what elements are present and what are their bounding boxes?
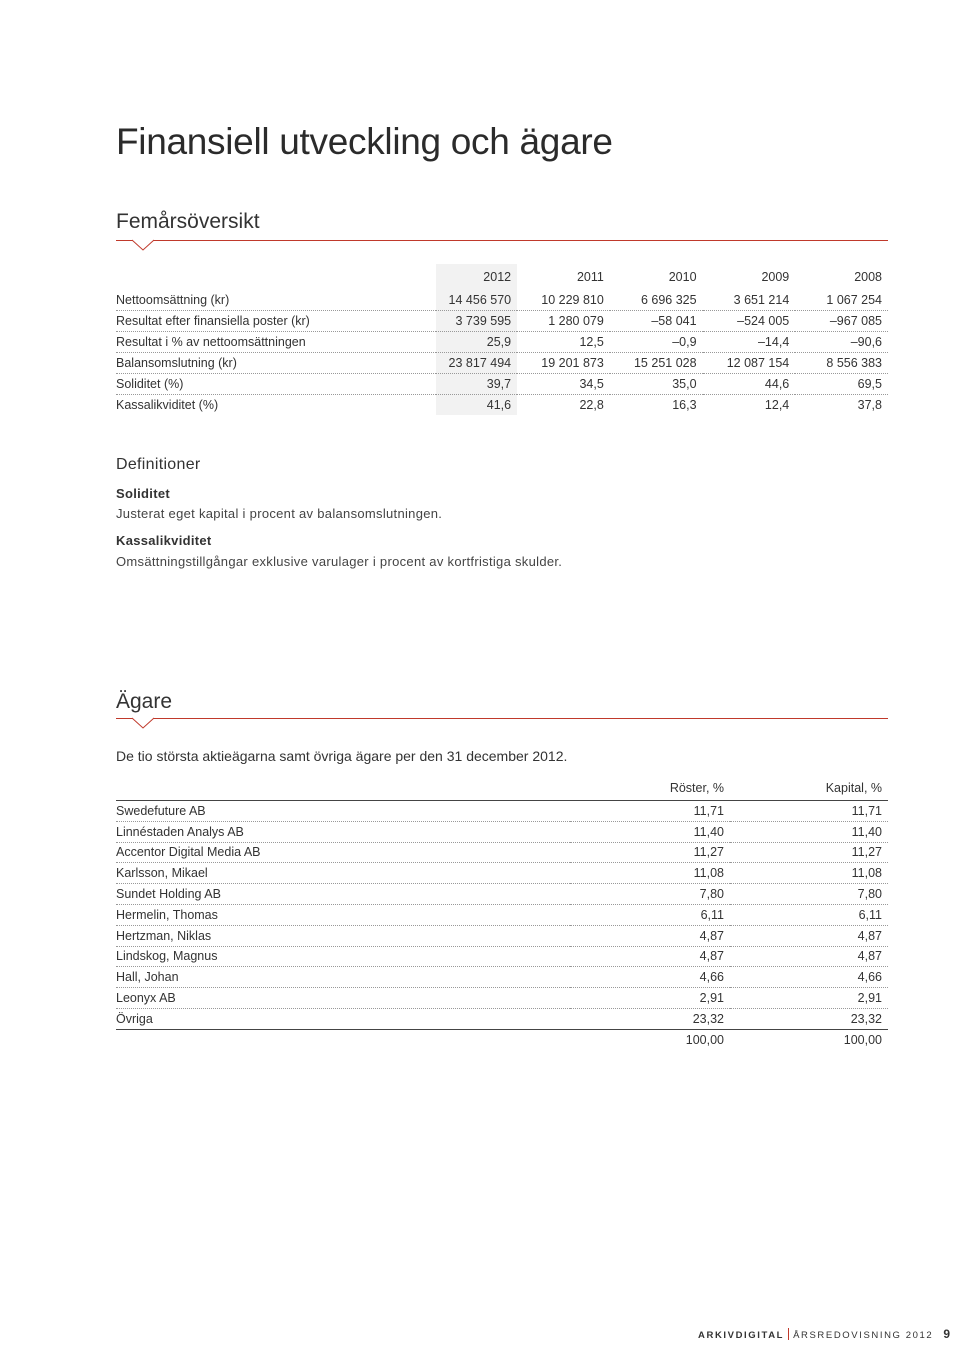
owner-name: Accentor Digital Media AB xyxy=(116,842,570,863)
five-year-table xyxy=(116,264,888,415)
page-number: 9 xyxy=(943,1327,950,1341)
owner-name: Hermelin, Thomas xyxy=(116,904,570,925)
votes-value: 11,08 xyxy=(570,863,730,884)
table-row xyxy=(116,967,888,988)
table-row xyxy=(116,925,888,946)
cell-value: 16,3 xyxy=(672,398,697,412)
cell-value: –524 005 xyxy=(703,311,796,332)
votes-header: Röster, % xyxy=(570,776,730,801)
capital-value: 7,80 xyxy=(730,884,888,905)
owners-table xyxy=(116,776,888,1050)
owner-name: Leonyx AB xyxy=(116,988,570,1009)
cell-value: 34,5 xyxy=(517,374,610,395)
table-row xyxy=(116,884,888,905)
divider-notch-icon xyxy=(132,718,154,730)
capital-value: 11,71 xyxy=(730,801,888,822)
row-label: Nettoomsättning (kr) xyxy=(116,290,436,311)
footer-report: ÅRSREDOVISNING 2012 xyxy=(793,1330,934,1341)
capital-value: 4,66 xyxy=(730,967,888,988)
cell-value: 35,0 xyxy=(610,374,703,395)
table-row xyxy=(116,311,888,332)
row-label: Kassalikviditet (%) xyxy=(116,398,219,412)
definition-text: Justerat eget kapital i procent av balansomslutningen. xyxy=(116,506,443,521)
footer-divider xyxy=(788,1328,789,1340)
owners-intro: De tio största aktieägarna samt övriga ägare per den 31 december 2012. xyxy=(116,748,568,764)
owner-name: Hall, Johan xyxy=(116,967,570,988)
row-label: Resultat i % av nettoomsättningen xyxy=(116,332,436,353)
cell-value: 69,5 xyxy=(795,374,888,395)
year-header: 2008 xyxy=(854,270,882,284)
cell-value: 41,6 xyxy=(436,395,517,416)
cell-value: –967 085 xyxy=(795,311,888,332)
owner-name: Hertzman, Niklas xyxy=(116,925,570,946)
section-divider xyxy=(116,240,888,241)
votes-value: 4,66 xyxy=(570,967,730,988)
owner-name: Övriga xyxy=(116,1008,570,1029)
cell-value: 39,7 xyxy=(436,374,517,395)
definition-term: Soliditet xyxy=(116,486,170,501)
cell-value: 37,8 xyxy=(857,398,882,412)
table-row xyxy=(116,332,888,353)
cell-value: 12,5 xyxy=(517,332,610,353)
page-title: Finansiell utveckling och ägare xyxy=(116,120,613,162)
section-divider xyxy=(116,718,888,719)
votes-value: 4,87 xyxy=(570,925,730,946)
capital-value: 6,11 xyxy=(730,904,888,925)
table-row xyxy=(116,801,888,822)
table-row xyxy=(116,395,888,416)
cell-value: 22,8 xyxy=(579,398,604,412)
cell-value: –90,6 xyxy=(795,332,888,353)
cell-value: 25,9 xyxy=(436,332,517,353)
cell-value: 12,4 xyxy=(764,398,790,412)
owners-heading: Ägare xyxy=(116,690,173,713)
capital-value: 11,27 xyxy=(730,842,888,863)
owner-name: Swedefuture AB xyxy=(116,801,570,822)
table-row xyxy=(116,374,888,395)
votes-value: 6,11 xyxy=(570,904,730,925)
votes-total: 100,00 xyxy=(685,1032,724,1047)
votes-value: 23,32 xyxy=(570,1008,730,1029)
total-row xyxy=(116,1029,888,1049)
owner-name: Karlsson, Mikael xyxy=(116,863,570,884)
capital-value: 11,08 xyxy=(730,863,888,884)
votes-value: 7,80 xyxy=(570,884,730,905)
five-year-heading: Femårsöversikt xyxy=(116,210,260,233)
capital-value: 23,32 xyxy=(730,1008,888,1029)
cell-value: 1 280 079 xyxy=(517,311,610,332)
year-header: 2012 xyxy=(436,264,517,290)
votes-value: 11,71 xyxy=(570,801,730,822)
table-row xyxy=(116,988,888,1009)
cell-value: 12 087 154 xyxy=(703,353,796,374)
definition-term: Kassalikviditet xyxy=(116,533,212,548)
cell-value: 8 556 383 xyxy=(795,353,888,374)
votes-value: 2,91 xyxy=(570,988,730,1009)
cell-value: 3 739 595 xyxy=(436,311,517,332)
votes-value: 11,27 xyxy=(570,842,730,863)
cell-value: –14,4 xyxy=(703,332,796,353)
cell-value: 23 817 494 xyxy=(436,353,517,374)
owner-name: Lindskog, Magnus xyxy=(116,946,570,967)
capital-value: 2,91 xyxy=(730,988,888,1009)
table-header-row xyxy=(116,264,888,290)
definitions-heading: Definitioner xyxy=(116,456,201,473)
capital-value: 11,40 xyxy=(730,821,888,842)
cell-value: 15 251 028 xyxy=(610,353,703,374)
table-row xyxy=(116,821,888,842)
year-header: 2011 xyxy=(576,270,604,284)
definition-text: Omsättningstillgångar exklusive varulager i procent av kortfristiga skulder. xyxy=(116,554,563,569)
owner-name: Linnéstaden Analys AB xyxy=(116,821,570,842)
year-header: 2010 xyxy=(668,270,697,284)
cell-value: 3 651 214 xyxy=(703,290,796,311)
row-label: Resultat efter finansiella poster (kr) xyxy=(116,311,436,332)
table-row xyxy=(116,1008,888,1029)
cell-value: –0,9 xyxy=(610,332,703,353)
cell-value: 10 229 810 xyxy=(517,290,610,311)
cell-value: 14 456 570 xyxy=(436,290,517,311)
table-row xyxy=(116,863,888,884)
footer-brand: ARKIVDIGITAL xyxy=(698,1330,785,1341)
divider-notch-icon xyxy=(132,240,154,252)
capital-value: 4,87 xyxy=(730,925,888,946)
cell-value: 19 201 873 xyxy=(517,353,610,374)
capital-total: 100,00 xyxy=(843,1032,882,1047)
table-row xyxy=(116,353,888,374)
votes-value: 4,87 xyxy=(570,946,730,967)
table-row xyxy=(116,842,888,863)
table-header-row xyxy=(116,776,888,801)
cell-value: 6 696 325 xyxy=(610,290,703,311)
table-row xyxy=(116,946,888,967)
row-label: Soliditet (%) xyxy=(116,374,436,395)
row-label: Balansomslutning (kr) xyxy=(116,353,436,374)
cell-value: –58 041 xyxy=(610,311,703,332)
cell-value: 1 067 254 xyxy=(795,290,888,311)
capital-value: 4,87 xyxy=(730,946,888,967)
capital-header: Kapital, % xyxy=(730,776,888,801)
votes-value: 11,40 xyxy=(570,821,730,842)
year-header: 2009 xyxy=(761,270,790,284)
table-row xyxy=(116,290,888,311)
page-footer xyxy=(698,1327,950,1341)
cell-value: 44,6 xyxy=(703,374,796,395)
owner-name: Sundet Holding AB xyxy=(116,884,570,905)
table-row xyxy=(116,904,888,925)
